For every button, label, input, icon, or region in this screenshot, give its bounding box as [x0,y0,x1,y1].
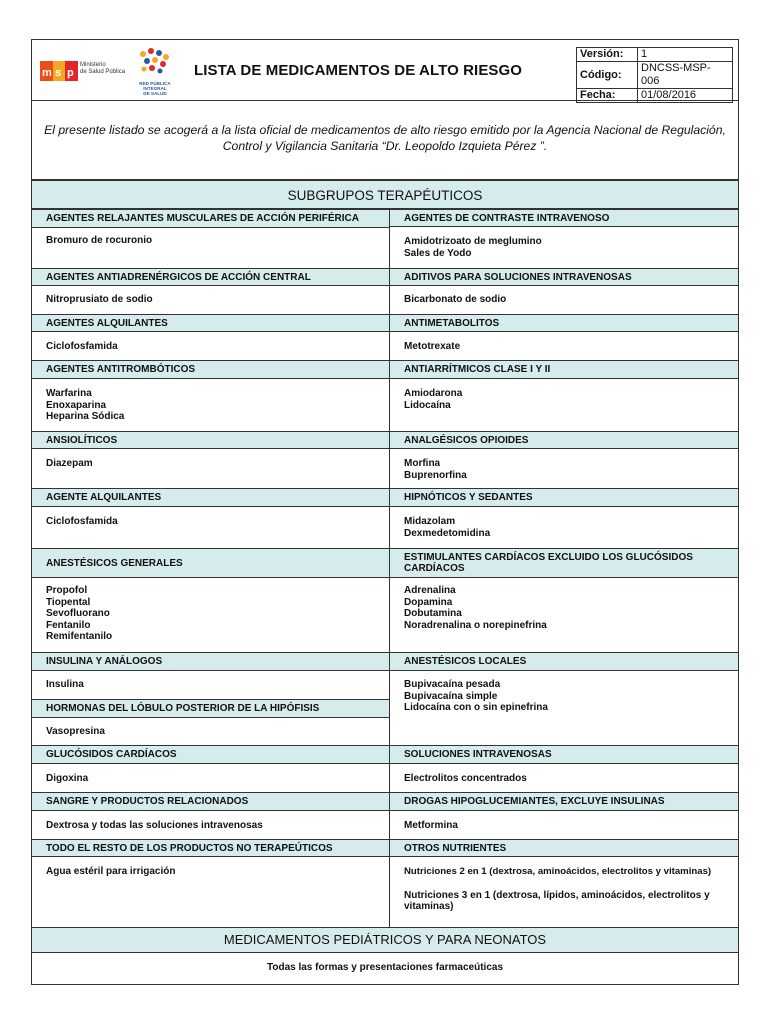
drug-item: Midazolam [404,516,456,527]
drug-item: Digoxina [46,773,89,784]
drug-item: Sevofluorano [46,608,110,620]
left-group-title: TODO EL RESTO DE LOS PRODUCTOS NO TERAPEÚTICOS [32,839,389,857]
drug-item: Sales de Yodo [404,247,472,259]
right-group-items [390,294,738,306]
left-group-items [32,585,389,643]
drug-item: Fentanilo [46,619,91,631]
drug-item: Buprenorfina [404,469,467,481]
drug-item: Remifentanilo [46,631,113,643]
msp-line2: de Salud Pública [80,69,126,75]
right-group-title: ANALGÉSICOS OPIOIDES [390,431,738,449]
left-group-title: AGENTES RELAJANTES MUSCULARES DE ACCIÓN PERIFÉRICA [32,209,389,228]
svg-text:m: m [42,67,52,79]
msp-logo-text [80,62,125,76]
drug-item: Ciclofosfamida [46,341,118,352]
right-group-title: ANTIARRÍTMICOS CLASE I Y II [390,360,738,379]
drug-item: Diazepam [46,458,93,469]
left-group-items [32,773,389,785]
right-group-title: SOLUCIONES INTRAVENOSAS [390,745,738,764]
right-group-title: DROGAS HIPOGLUCEMIANTES, EXCLUYE INSULINAS [390,792,738,811]
meta-key: Fecha: [577,89,638,103]
right-group-title: ADITIVOS PARA SOLUCIONES INTRAVENOSAS [390,268,738,286]
document [31,39,739,985]
right-group-items [390,820,738,832]
drug-item: Enoxaparina [46,399,107,411]
drug-item: Noradrenalina o norepinefrina [404,619,547,631]
subgroups-title: SUBGRUPOS TERAPÉUTICOS [32,180,738,209]
left-group-items [32,388,389,423]
left-group-items [32,820,389,832]
meta-value: 1 [638,48,733,62]
right-group-title: ANTIMETABOLITOS [390,314,738,332]
msp-logo [40,58,130,84]
right-group-title: AGENTES DE CONTRASTE INTRAVENOSO [390,209,738,227]
left-group-items [32,235,389,247]
right-group-title: ESTIMULANTES CARDÍACOS EXCLUIDO LOS GLUCÓSIDOS CARDÍACOS [390,548,738,578]
drug-item: Metformina [404,820,458,831]
rpis-line1: RED PÚBLICA [139,81,171,86]
left-group-title: ANESTÉSICOS GENERALES [32,548,389,578]
meta-row-version [577,48,733,62]
right-group-items [390,236,738,259]
drug-item: Dopamina [404,596,453,608]
meta-key: Versión: [577,48,638,62]
rpis-line2: INTEGRAL [143,86,167,91]
left-group-items [32,516,389,528]
drug-item: Nutriciones 3 en 1 (dextrosa, lípidos, aminoácidos, electrolitos y vitaminas) [404,889,710,913]
drug-item: Bicarbonato de sodio [404,294,507,305]
right-group-items [390,458,738,481]
left-group-items [32,294,389,306]
meta-key: Código: [577,62,638,89]
right-group-title: OTROS NUTRIENTES [390,839,738,857]
right-group-items [390,679,738,714]
left-group-items [32,458,389,470]
drug-item: Metotrexate [404,341,461,352]
left-group-title: AGENTES ALQUILANTES [32,314,389,332]
drug-item: Lidocaína [404,399,451,411]
left-group-items [32,679,389,691]
drug-item: Nitroprusiato de sodio [46,294,153,305]
drug-item: Morfina [404,458,441,469]
rpis-logo [135,46,175,96]
rpis-network-icon [135,46,175,76]
rpis-logo-text [135,81,175,96]
drug-item: Agua estéril para irrigación [46,866,176,877]
left-group-title: AGENTE ALQUILANTES [32,488,389,507]
meta-row-code [577,62,733,89]
left-group-title: GLUCÓSIDOS CARDÍACOS [32,745,389,764]
drug-item: Adrenalina [404,585,456,596]
drug-item: Bromuro de rocuronio [46,235,153,246]
drug-item: Nutriciones 2 en 1 (dextrosa, aminoácidos, electrolitos y vitaminas) [404,866,712,877]
document-title: LISTA DE MEDICAMENTOS DE ALTO RIESGO [194,62,523,79]
right-group-items [390,388,738,411]
drug-item: Dexmedetomidina [404,527,491,539]
drug-item: Dextrosa y todas las soluciones intravenosas [46,820,263,831]
svg-text:s: s [55,67,62,79]
document-meta-table [576,47,733,103]
drug-item: Dobutamina [404,608,462,620]
drug-item: Bupivacaína simple [404,690,498,702]
document-header [32,40,738,101]
drug-item: Electrolitos concentrados [404,773,527,784]
left-group-items [32,341,389,353]
right-group-items [390,341,738,353]
msp-logo-icon [40,58,78,84]
right-group-title: HIPNÓTICOS Y SEDANTES [390,488,738,507]
left-group-title: INSULINA Y ANÁLOGOS [32,652,389,671]
left-group-title: HORMONAS DEL LÓBULO POSTERIOR DE LA HIPÓFISIS [32,699,389,718]
pediatric-title: MEDICAMENTOS PEDIÁTRICOS Y PARA NEONATOS [32,927,738,953]
left-group-title: AGENTES ANTITROMBÓTICOS [32,360,389,379]
drug-item: Propofol [46,585,88,596]
drug-item: Amiodarona [404,388,463,399]
right-group-title: ANESTÉSICOS LOCALES [390,652,738,671]
drug-item: Insulina [46,679,84,690]
drug-item: Warfarina [46,388,92,399]
drug-item: Vasopresina [46,726,105,737]
left-group-title: SANGRE Y PRODUCTOS RELACIONADOS [32,792,389,811]
left-group-title: ANSIOLÍTICOS [32,431,389,449]
drug-item: Bupivacaína pesada [404,679,501,690]
svg-text:p: p [67,67,74,79]
left-group-title: AGENTES ANTIADRENÉRGICOS DE ACCIÓN CENTRAL [32,268,389,286]
right-group-items [390,516,738,539]
right-group-items [390,585,738,631]
drug-item: Ciclofosfamida [46,516,118,527]
left-group-items [32,866,389,878]
meta-value: DNCSS-MSP-006 [638,62,733,89]
intro-text: El presente listado se acogerá a la lista oficial de medicamentos de alto riesgo emitido por la Agencia Nacional de Regulación, Control y Vigilancia Sanitaria “Dr. Leopoldo Izquieta Pérez ”. [32,101,738,180]
pediatric-text: Todas las formas y presentaciones farmaceúticas [266,962,504,973]
meta-value: 01/08/2016 [638,89,733,103]
drug-item: Tiopental [46,596,91,608]
drug-item: Heparina Sódica [46,411,125,423]
right-group-items [390,773,738,785]
rpis-line3: DE SALUD [143,91,167,96]
drug-item: Lidocaína con o sin epinefrina [404,702,548,714]
left-group-items [32,726,389,738]
drug-item: Amidotrizoato de meglumino [404,236,542,247]
msp-line1: Ministerio [80,62,106,68]
right-group-items [390,866,738,913]
